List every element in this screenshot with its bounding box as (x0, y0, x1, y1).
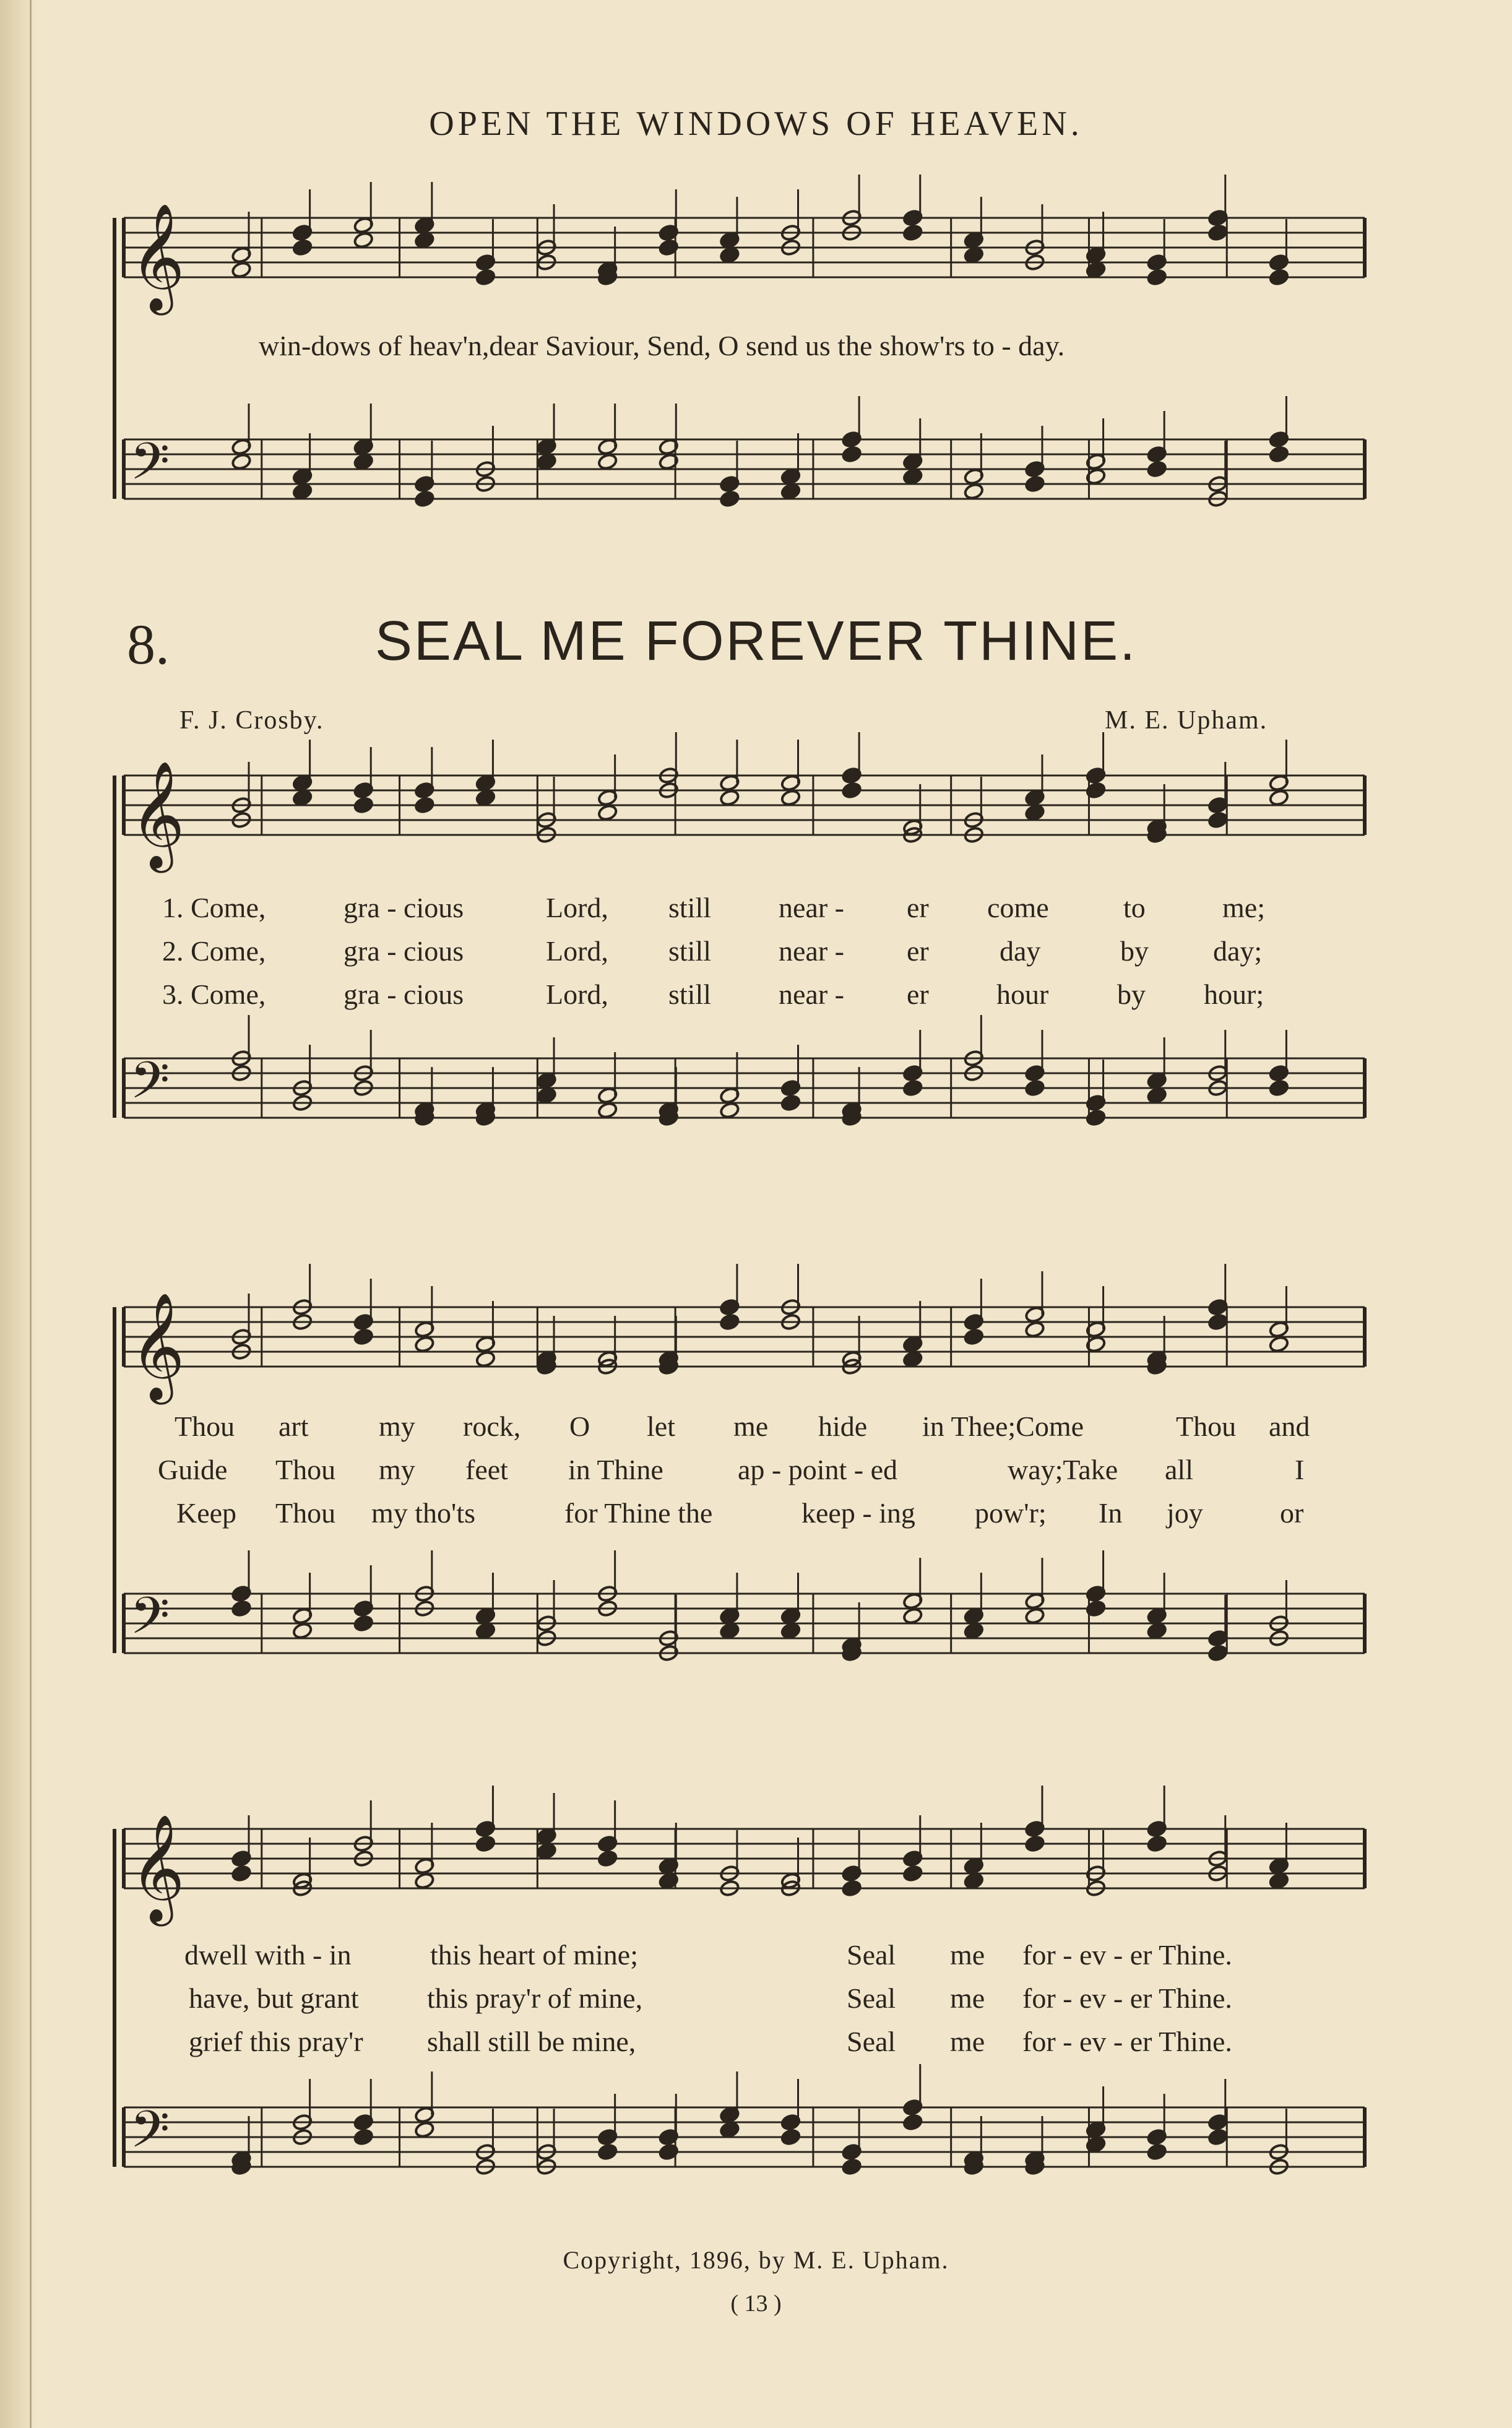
note-head (902, 1079, 923, 1097)
lyric-word: have, but grant (189, 1982, 359, 2014)
note-head (353, 2128, 374, 2146)
lyric-word: Thou (275, 1497, 336, 1529)
note-head (1024, 804, 1045, 821)
lyric-word: pow'r; (975, 1497, 1047, 1529)
lyric-word: come (987, 892, 1049, 923)
note-head (902, 224, 923, 241)
lyric-word: dwell with - in (184, 1939, 352, 1971)
note-head (353, 453, 374, 470)
note-head (1024, 1321, 1045, 1338)
note-head (842, 446, 862, 463)
note-head (1207, 2128, 1228, 2146)
note-head (597, 2143, 618, 2161)
lyric-word: in Thine (568, 1454, 663, 1485)
lyric-word: 2. Come, (162, 935, 266, 967)
lyric-word: let (647, 1411, 675, 1442)
note-head (842, 2158, 862, 2175)
note-head (1024, 1835, 1045, 1852)
note-head (414, 1336, 434, 1353)
note-head (475, 789, 496, 806)
copyright-notice: Copyright, 1896, by M. E. Upham. (563, 2246, 949, 2274)
lyric-word: hour (996, 979, 1049, 1010)
note-head (1269, 1872, 1289, 1890)
bass-clef: 𝄢 (130, 1050, 170, 1123)
lyric-word: me (950, 1982, 985, 2014)
note-head (353, 1328, 374, 1346)
lyric-word: and (1269, 1411, 1310, 1442)
note-head (292, 239, 313, 256)
note-head (1269, 269, 1289, 286)
lyric-word: Lord, (546, 892, 608, 923)
hymn-title: SEAL ME FOREVER THINE. (374, 610, 1138, 672)
lyric-word: my (379, 1411, 415, 1442)
composer-credit: M. E. Upham. (1105, 706, 1268, 735)
note-head (964, 1622, 984, 1640)
note-head (1024, 1607, 1045, 1625)
lyric-word: keep - ing (801, 1497, 915, 1529)
note-head (536, 1087, 556, 1104)
note-head (1269, 1079, 1289, 1097)
bass-clef: 𝄢 (130, 431, 170, 504)
note-head (597, 453, 618, 470)
lyric-word: near - (779, 935, 844, 967)
note-head (719, 2121, 740, 2138)
note-head (902, 1607, 923, 1625)
note-head (719, 1622, 740, 1640)
note-head (1147, 1835, 1167, 1852)
note-head (292, 789, 313, 806)
lyric-word: me; (1222, 892, 1265, 923)
lyric-word: gra - cious (343, 979, 464, 1010)
lyric-word: for Thine the (564, 1497, 713, 1529)
note-head (597, 804, 618, 821)
lyric-word: Guide (158, 1454, 228, 1485)
lyric-word: me (950, 2026, 985, 2057)
treble-clef: 𝄞 (130, 1814, 185, 1922)
note-head (231, 261, 251, 279)
lyric-word: this pray'r of mine, (427, 1982, 643, 2014)
lyric-word: for - ev - er Thine. (1022, 2026, 1232, 2057)
note-head (292, 1622, 313, 1640)
lyric-word: Thou (175, 1411, 235, 1442)
lyric-word: near - (779, 979, 844, 1010)
note-head (231, 453, 251, 470)
lyric-word: feet (465, 1454, 508, 1485)
note-head (780, 1094, 801, 1112)
lyric-word: er (907, 979, 929, 1010)
note-head (964, 1872, 984, 1890)
note-head (902, 1350, 923, 1368)
note-heads (231, 175, 1289, 2175)
lyric-word: in Thee;Come (922, 1411, 1084, 1442)
lyric-word: by (1120, 935, 1149, 967)
hymn-number: 8. (127, 613, 170, 676)
note-head (1147, 2143, 1167, 2161)
lyric-word: by (1117, 979, 1146, 1010)
lyric-word: In (1099, 1497, 1123, 1529)
note-head (1147, 460, 1167, 478)
note-head (597, 1850, 618, 1867)
lyric-word: for - ev - er Thine. (1022, 1982, 1232, 2014)
note-head (292, 483, 313, 500)
lyric-word: gra - cious (343, 892, 464, 923)
lyric-word: Seal (847, 1939, 896, 1971)
note-head (902, 1865, 923, 1882)
lyric-word: I (1295, 1454, 1305, 1485)
note-head (1269, 789, 1289, 806)
note-head (353, 231, 374, 249)
lyric-word: me (733, 1411, 769, 1442)
lyric-word: near - (779, 892, 844, 923)
treble-clef: 𝄞 (130, 1292, 185, 1400)
lyric-word: all (1165, 1454, 1193, 1485)
note-head (964, 1328, 984, 1346)
note-head (475, 1835, 496, 1852)
lyric-word: or (1280, 1497, 1304, 1529)
note-head (1207, 1644, 1228, 1662)
note-head (231, 1865, 251, 1882)
note-head (842, 1880, 862, 1897)
lyric-word: hour; (1204, 979, 1264, 1010)
note-head (902, 2114, 923, 2131)
lyric-word: Seal (847, 1982, 896, 2014)
note-head (475, 269, 496, 286)
note-head (475, 1350, 496, 1368)
lyric-word: Keep (176, 1497, 237, 1529)
top-system-lyric: win-dows of heav'n,dear Saviour, Send, O send us the show'rs to - day. (259, 330, 1065, 361)
bass-clef: 𝄢 (130, 1586, 170, 1658)
note-head (1147, 269, 1167, 286)
note-head (414, 1872, 434, 1890)
running-title: OPEN THE WINDOWS OF HEAVEN. (429, 105, 1083, 143)
lyric-word: 1. Come, (162, 892, 266, 923)
lyric-word: er (907, 935, 929, 967)
note-head (231, 1600, 251, 1617)
treble-clef: 𝄞 (130, 761, 185, 868)
lyric-word: rock, (463, 1411, 521, 1442)
note-head (780, 789, 801, 806)
note-head (536, 1843, 556, 1860)
note-head (1269, 1336, 1289, 1353)
lyric-word: joy (1167, 1497, 1203, 1529)
lyric-word: Thou (1176, 1411, 1237, 1442)
note-head (597, 1102, 618, 1119)
note-head (414, 797, 434, 814)
lyric-word: way;Take (1008, 1454, 1118, 1485)
lyric-word: 3. Come, (162, 979, 266, 1010)
note-head (964, 246, 984, 264)
lyric-word: still (668, 935, 712, 967)
lyric-word: to (1123, 892, 1146, 923)
note-head (719, 1102, 740, 1119)
lyric-word: still (668, 892, 712, 923)
treble-clef: 𝄞 (130, 203, 185, 311)
lyric-word: gra - cious (343, 935, 464, 967)
lyric-word: me (950, 1939, 985, 1971)
note-head (1207, 811, 1228, 829)
note-head (1024, 1079, 1045, 1097)
note-head (719, 490, 740, 508)
note-head (964, 483, 984, 500)
lyric-word: Seal (847, 2026, 896, 2057)
note-head (780, 1622, 801, 1640)
lyric-word: this heart of mine; (430, 1939, 638, 1971)
lyric-word: hide (818, 1411, 868, 1442)
lyric-word: Thou (275, 1454, 336, 1485)
note-head (414, 490, 434, 508)
lyric-word: Lord, (546, 935, 608, 967)
note-head (902, 468, 923, 485)
lyric-word: art (279, 1411, 309, 1442)
note-head (719, 789, 740, 806)
note-head (1024, 475, 1045, 493)
author-credit: F. J. Crosby. (179, 706, 324, 735)
lyric-word: ap - point - ed (738, 1454, 898, 1485)
lyric-word: Lord, (546, 979, 608, 1010)
note-head (414, 2121, 434, 2138)
note-head (780, 483, 801, 500)
lyric-word: day; (1213, 935, 1263, 967)
note-head (475, 1622, 496, 1640)
lyric-word: O (569, 1411, 590, 1442)
note-head (1147, 1622, 1167, 1640)
lyric-word: day (1000, 935, 1041, 967)
note-head (1207, 1313, 1228, 1331)
note-head (719, 246, 740, 264)
note-head (780, 2128, 801, 2146)
note-head (353, 1615, 374, 1632)
note-head (1207, 224, 1228, 241)
lyric-word: shall still be mine, (427, 2026, 636, 2057)
lyric-word: for - ev - er Thine. (1022, 1939, 1232, 1971)
note-head (1269, 446, 1289, 463)
lyric-word: still (668, 979, 712, 1010)
lyric-word: my tho'ts (371, 1497, 476, 1529)
note-head (353, 797, 374, 814)
lyric-word: my (379, 1454, 415, 1485)
note-head (414, 231, 434, 249)
note-head (536, 453, 556, 470)
note-head (719, 1313, 740, 1331)
lyric-word: er (907, 892, 929, 923)
lyric-word: grief this pray'r (189, 2026, 363, 2057)
page-number: ( 13 ) (730, 2291, 782, 2317)
note-head (842, 782, 862, 799)
note-head (1147, 1087, 1167, 1104)
bass-clef: 𝄢 (130, 2099, 170, 2172)
